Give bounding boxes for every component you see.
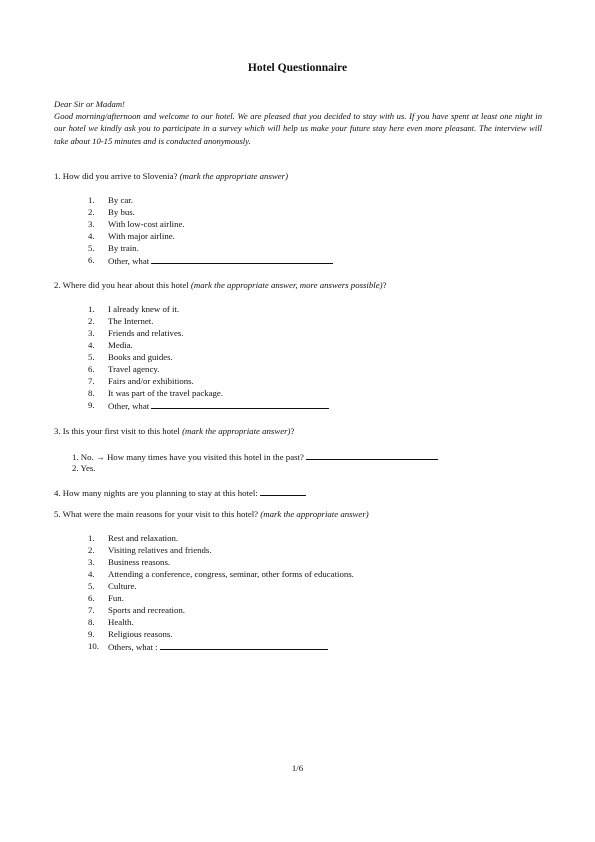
- question-3-text: 3. Is this your first visit to this hotel: [54, 426, 180, 436]
- page-title: Hotel Questionnaire: [247, 62, 348, 74]
- option-label: Fairs and/or exhibitions.: [108, 376, 194, 386]
- question-2-suffix: ?: [382, 280, 387, 290]
- option-label: Sports and recreation.: [108, 605, 185, 615]
- question-1-text: 1. How did you arrive to Slovenia?: [54, 171, 178, 181]
- option-number: 5.: [88, 352, 95, 362]
- intro-greeting: Dear Sir or Madam!: [54, 99, 125, 109]
- option-label-with-blank: [108, 640, 328, 653]
- option-label: Others, what :: [108, 642, 158, 652]
- option-label: Friends and relatives.: [108, 328, 184, 338]
- q4-nights-blank[interactable]: [260, 486, 306, 496]
- option-label: Culture.: [108, 581, 137, 591]
- question-2: [54, 280, 386, 290]
- option-number: 9.: [88, 629, 95, 639]
- question-3: [54, 426, 294, 436]
- option-number: 3.: [88, 557, 95, 567]
- option-number: 6.: [88, 593, 95, 603]
- option-label: The Internet.: [108, 316, 154, 326]
- option-number: 6.: [88, 255, 95, 265]
- question-4-text: 4. How many nights are you planning to stay at this hotel:: [54, 488, 258, 498]
- option-label: Rest and relaxation.: [108, 533, 179, 543]
- option-label: 2. Yes.: [72, 463, 96, 473]
- option-label: Media.: [108, 340, 133, 350]
- option-number: 2.: [88, 545, 95, 555]
- option-label: Travel agency.: [108, 364, 160, 374]
- option-number: 2.: [88, 207, 95, 217]
- intro-section: [54, 98, 542, 147]
- option-label: Religious reasons.: [108, 629, 173, 639]
- option-number: 5.: [88, 243, 95, 253]
- question-5-text: 5. What were the main reasons for your visit to this hotel?: [54, 509, 259, 519]
- q3-option-no[interactable]: [72, 450, 438, 462]
- option-label: Fun.: [108, 593, 124, 603]
- option-label: Visiting relatives and friends.: [108, 545, 212, 555]
- question-3-options: [72, 450, 438, 474]
- option-label: It was part of the travel package.: [108, 388, 224, 398]
- question-5-hint: (mark the appropriate answer): [260, 509, 369, 519]
- q1-other-blank[interactable]: [151, 254, 333, 264]
- q5-other-blank[interactable]: [160, 640, 328, 650]
- option-label-with-blank: [108, 254, 333, 267]
- question-3-suffix: ?: [290, 426, 295, 436]
- arrow-right-icon: →: [95, 452, 105, 462]
- option-number: 1.: [88, 304, 95, 314]
- option-label: By car.: [108, 195, 133, 205]
- option-number: 3.: [88, 328, 95, 338]
- option-number: 1.: [88, 533, 95, 543]
- option-number: 9.: [88, 400, 95, 410]
- question-1: [54, 171, 288, 181]
- option-number: 7.: [88, 376, 95, 386]
- option-number: 1.: [88, 195, 95, 205]
- option-label: Books and guides.: [108, 352, 173, 362]
- page-number: 1/6: [291, 763, 304, 773]
- question-5: [54, 509, 369, 519]
- q3-option-yes[interactable]: [72, 462, 438, 474]
- option-number: 4.: [88, 340, 95, 350]
- question-2-hint: (mark the appropriate answer, more answers possible): [190, 280, 383, 290]
- option-number: 6.: [88, 364, 95, 374]
- option-number: 2.: [88, 316, 95, 326]
- option-label: Health.: [108, 617, 134, 627]
- option-label: Other, what: [108, 401, 150, 411]
- q2-other-blank[interactable]: [151, 399, 329, 409]
- option-number: 4.: [88, 231, 95, 241]
- question-2-text: 2. Where did you hear about this hotel: [54, 280, 189, 290]
- option-label: By bus.: [108, 207, 135, 217]
- option-number: 5.: [88, 581, 95, 591]
- option-number: 3.: [88, 219, 95, 229]
- question-3-hint: (mark the appropriate answer): [182, 426, 291, 436]
- option-number: 10.: [88, 641, 99, 651]
- option-number: 8.: [88, 388, 95, 398]
- option-label: I already knew of it.: [108, 304, 180, 314]
- option-label: Attending a conference, congress, seminar, other forms of educations.: [108, 569, 354, 579]
- q3-times-blank[interactable]: [306, 450, 438, 460]
- intro-body: Good morning/afternoon and welcome to our hotel. We are pleased that you decided to stay with us. If you have spent at least one night in our hotel we kindly ask you to participate in a survey which will help us make your future stay here even more pleasant. The interview will take about 10-15 minutes and is conducted anonymously.: [54, 111, 542, 146]
- question-4: [54, 486, 306, 498]
- option-label: With major airline.: [108, 231, 175, 241]
- option-label: By train.: [108, 243, 139, 253]
- question-1-hint: (mark the appropriate answer): [179, 171, 288, 181]
- option-number: 7.: [88, 605, 95, 615]
- option-number: 4.: [88, 569, 95, 579]
- followup-question: How many times have you visited this hotel in the past?: [106, 452, 304, 462]
- option-label: Other, what: [108, 256, 150, 266]
- option-label: With low-cost airline.: [108, 219, 185, 229]
- option-label: Business reasons.: [108, 557, 171, 567]
- option-number: 8.: [88, 617, 95, 627]
- option-label: 1. No.: [72, 452, 94, 462]
- option-label-with-blank: [108, 399, 329, 412]
